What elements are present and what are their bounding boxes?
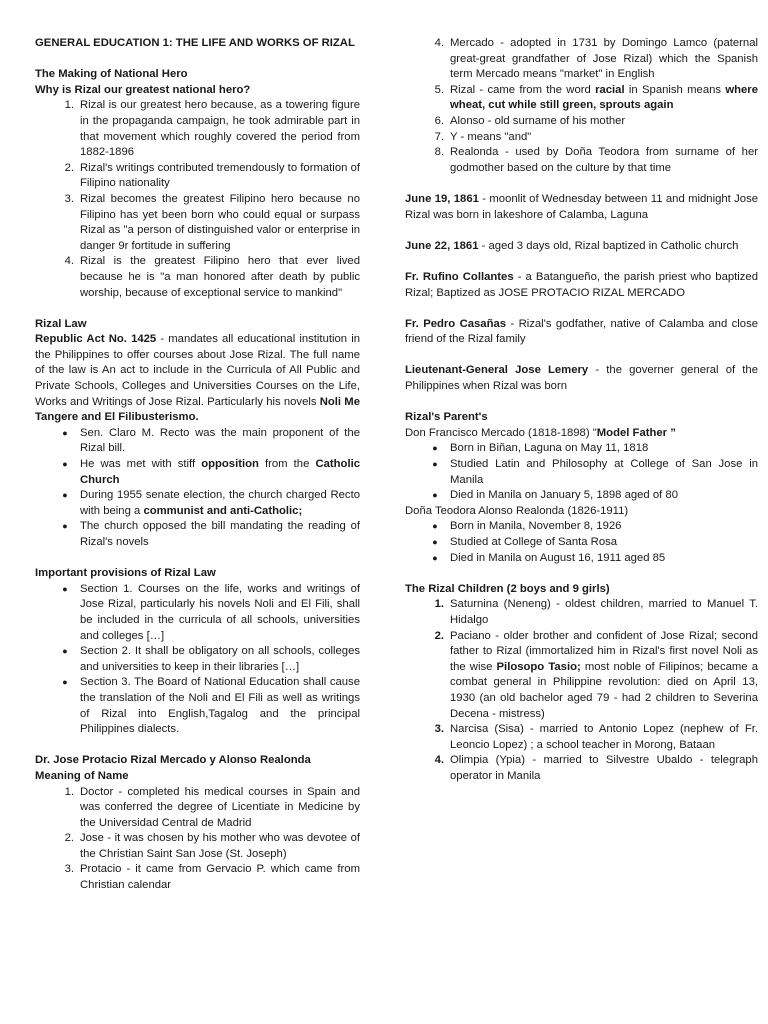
list-item: ● Section 3. The Board of National Education shall cause the translation of the Noli and El Fili as well as writings of Rizal into English,Tagalog and the principal Philippines dialects. — [62, 676, 360, 736]
list-item: 6. Alonso - old surname of his mother — [434, 114, 626, 127]
father-line: Don Francisco Mercado (1818-1898) "Model Father ” — [405, 426, 676, 439]
left-column — [35, 36, 360, 894]
list-item: ● Sen. Claro M. Recto was the main proponent of the Rizal bill. — [62, 426, 360, 455]
making-heading: The Making of National Hero — [35, 68, 188, 81]
list-item: ● Studied at College of Santa Rosa — [432, 536, 618, 548]
list-item: 2. Paciano - older brother and confident of Jose Rizal; second father to Rizal (immortalized him in Rizal's first novel Noli as the wise Pilosopo Tasio; most noble of Filipinos; became a combat general in Philippine revolution: died on April 13, 1930 (an old bachelor aged 79 - had 2 children to Severina Decena - mistress) — [434, 629, 758, 720]
list-item: ● Born in Manila, November 8, 1926 — [432, 520, 622, 533]
list-item: 3. Narcisa (Sisa) - married to Antonio Lopez (nephew of Fr. Leoncio Lopez) ; a school teacher in Morong, Bataan — [434, 723, 758, 751]
list-item: 7. Y - means "and" — [434, 130, 532, 143]
list-item: ● Section 2. It shall be obligatory on all schools, colleges and universities to keep in their libraries […] — [62, 645, 360, 673]
father-facts — [405, 441, 758, 503]
priest-paragraph: Fr. Rufino Collantes - a Batangueño, the parish priest who baptized Rizal; Baptized as JOSE PROTACIO RIZAL MERCADO — [405, 270, 758, 299]
making-question: Why is Rizal our greatest national hero? — [35, 83, 251, 96]
rizal-law-bullets — [35, 426, 360, 551]
parents-heading: Rizal's Parent's — [405, 411, 488, 424]
list-item: ● He was met with stiff opposition from the Catholic Church — [62, 458, 361, 486]
list-item: 3. Rizal becomes the greatest Filipino hero because no Filipino has yet been born who could equal or surpass Rizal as "a person of distinguished valor or enterprise in danger 9r fortitude in suffering — [64, 192, 360, 252]
children-heading: The Rizal Children (2 boys and 9 girls) — [405, 582, 610, 595]
list-item: 8. Realonda - used by Doña Teodora from surname of her godmother based on the culture by that time — [434, 146, 758, 174]
list-item: 4. Rizal is the greatest Filipino hero that ever lived because he is "a man honored after death by public worship, because of exceptional service to mankind" — [64, 255, 360, 299]
list-item: 3. Protacio - it came from Gervacio P. which came from Christian calendar — [64, 863, 360, 892]
godfather-paragraph: Fr. Pedro Casañas - Rizal's godfather, native of Calamba and close friend of the Rizal family — [405, 317, 758, 346]
list-item: 2. Rizal's writings contributed tremendously to formation of Filipino nationality — [64, 161, 360, 190]
name-meaning-heading: Meaning of Name — [35, 769, 129, 782]
list-item: 1. Doctor - completed his medical courses in Spain and was conferred the degree of Licentiate in Medicine by the Universidad Central de Madrid — [64, 785, 360, 829]
list-item: 5. Rizal - came from the word racial in Spanish means where wheat, cut while still green, sprouts again — [434, 83, 758, 112]
governor-paragraph: Lieutenant-General Jose Lemery - the governer general of the Philippines when Rizal was born — [405, 364, 758, 393]
list-item: 4. Olimpia (Ypia) - married to Silvestre Ubaldo - telegraph operator in Manila — [434, 754, 758, 782]
list-item: ● Born in Biñan, Laguna on May 11, 1818 — [432, 442, 649, 455]
full-name-heading: Dr. Jose Protacio Rizal Mercado y Alonso Realonda — [35, 754, 311, 767]
document-title: GENERAL EDUCATION 1: THE LIFE AND WORKS OF RIZAL — [35, 37, 355, 49]
name-meaning-list-continued — [405, 36, 758, 176]
list-item: ● During 1955 senate election, the church charged Recto with being a communist and anti-Catholic; — [62, 489, 360, 517]
list-item: 4. Mercado - adopted in 1731 by Domingo Lamco (paternal great-great grandfather of Jose Rizal) which the Spanish term Mercado means "market" in English — [434, 37, 758, 81]
republic-act-paragraph: Republic Act No. 1425 - mandates all educational institution in the Philippines to offer courses about Jose Rizal. The full name of the law is An act to include in the Curricula of All Public and Private Schools, Colleges and Universities Courses on the Life, Works and Writings of Jose Rizal. Particularly his novels Noli Me Tangere and El Filibusterismo. — [35, 333, 360, 424]
birth-paragraph: June 19, 1861 - moonlit of Wednesday between 11 and midnight Jose Rizal was born in lakeshore of Calamba, Laguna — [405, 192, 759, 221]
list-item: ● Studied Latin and Philosophy at College of San Jose in Manila — [432, 458, 758, 486]
provisions-list — [35, 582, 360, 738]
provisions-heading: Important provisions of Rizal Law — [35, 567, 216, 580]
list-item: 2. Jose - it was chosen by his mother who was devotee of the Christian Saint San Jose (St. Joseph) — [64, 832, 360, 860]
children-list — [405, 597, 758, 784]
name-meaning-list — [35, 785, 360, 894]
hero-reasons-list — [35, 98, 360, 301]
right-column — [405, 36, 758, 785]
list-item: 1. Rizal is our greatest hero because, as a towering figure in the propaganda campaign, he took admirable part in that movement which roughly covered the period from 1882-1896 — [64, 99, 360, 159]
list-item: ● Section 1. Courses on the life, works and writings of Jose Rizal, particularly his novels Noli and El Fili, shall be included in the curricula of all schools, universities and colleges […] — [62, 582, 360, 642]
list-item: ● Died in Manila on January 5, 1898 aged of 80 — [432, 489, 678, 502]
mother-facts — [405, 519, 758, 566]
mother-line: Doña Teodora Alonso Realonda (1826-1911) — [405, 504, 629, 517]
rizal-law-heading: Rizal Law — [35, 317, 87, 330]
list-item: ● Died in Manila on August 16, 1911 aged 85 — [432, 551, 666, 564]
list-item: ● The church opposed the bill mandating the reading of Rizal's novels — [62, 520, 360, 548]
list-item: 1. Saturnina (Neneng) - oldest children, married to Manuel T. Hidalgo — [434, 598, 758, 626]
baptism-paragraph: June 22, 1861 - aged 3 days old, Rizal baptized in Catholic church — [405, 239, 739, 252]
